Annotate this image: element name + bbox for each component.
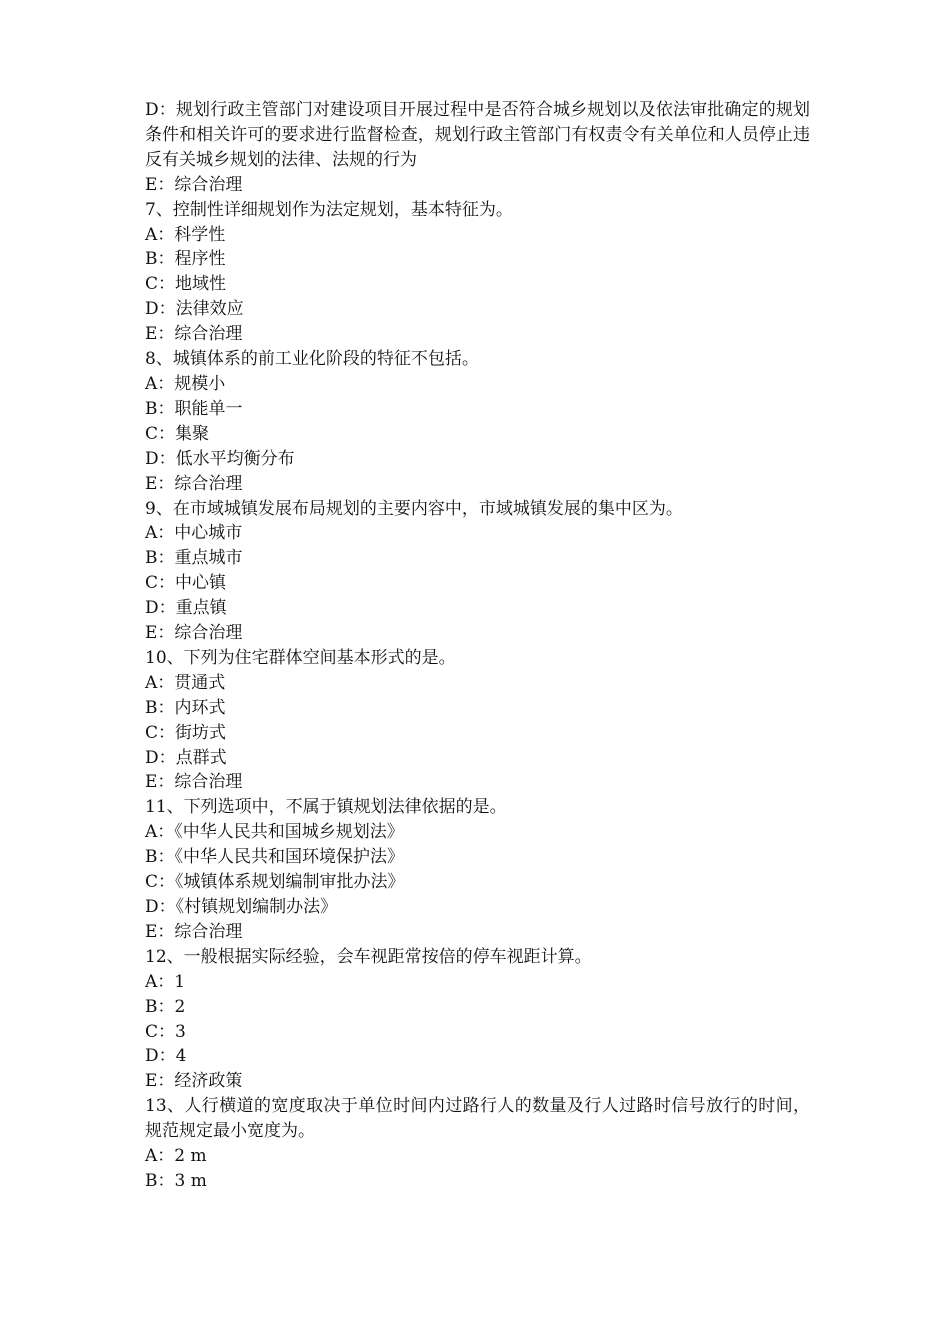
answer-option: A：1	[145, 971, 186, 992]
question-text: 12、一般根据实际经验，会车视距常按倍的停车视距计算。	[145, 946, 592, 967]
question-text: 9、在市域城镇发展布局规划的主要内容中，市域城镇发展的集中区为。	[145, 498, 683, 519]
answer-option: C：中心镇	[145, 573, 227, 594]
answer-option: C：3	[145, 1021, 186, 1042]
answer-option: D：《村镇规划编制办法》	[145, 897, 338, 917]
answer-option: D：点群式	[145, 747, 227, 768]
answer-option: C：《城镇体系规划编制审批办法》	[145, 872, 405, 893]
answer-option: B：重点城市	[145, 548, 243, 569]
answer-option: B：程序性	[145, 249, 226, 270]
answer-option: A：科学性	[145, 224, 226, 245]
answer-option: C：地域性	[145, 274, 227, 295]
answer-option: A：《中华人民共和国城乡规划法》	[145, 822, 404, 843]
answer-option: E：综合治理	[145, 623, 243, 644]
question-text: 13、人行横道的宽度取决于单位时间内过路行人的数量及行人过路时信号放行的时间，规范规定最小宽度为。	[145, 1096, 810, 1142]
answer-option: D：4	[145, 1046, 187, 1067]
answer-option: E：综合治理	[145, 174, 243, 195]
document-page	[145, 98, 810, 1194]
answer-option: B：《中华人民共和国环境保护法》	[145, 847, 404, 868]
answer-option: A：贯通式	[145, 672, 226, 693]
answer-option: A：中心城市	[145, 523, 243, 544]
answer-option: C：街坊式	[145, 722, 227, 743]
answer-option: C：集聚	[145, 423, 210, 444]
answer-option: E：经济政策	[145, 1071, 243, 1092]
question-text: 11、下列选项中，不属于镇规划法律依据的是。	[145, 797, 507, 818]
answer-option: E：综合治理	[145, 324, 243, 345]
answer-option: E：综合治理	[145, 772, 243, 793]
answer-option: A：规模小	[145, 373, 226, 394]
answer-option: E：综合治理	[145, 473, 243, 494]
answer-option: B：3 m	[145, 1170, 207, 1191]
answer-option: B：内环式	[145, 697, 226, 718]
question-text: 10、下列为住宅群体空间基本形式的是。	[145, 647, 456, 668]
answer-option: E：综合治理	[145, 921, 243, 942]
question-text: 7、控制性详细规划作为法定规划，基本特征为。	[145, 199, 513, 220]
answer-option: B：职能单一	[145, 398, 243, 419]
answer-option: A：2 m	[145, 1146, 207, 1167]
answer-option: D：法律效应	[145, 299, 244, 320]
answer-option: D：低水平均衡分布	[145, 448, 295, 469]
answer-option: B：2	[145, 996, 186, 1017]
question-text: 8、城镇体系的前工业化阶段的特征不包括。	[145, 349, 479, 370]
answer-option: D：重点镇	[145, 598, 227, 619]
answer-option: D：规划行政主管部门对建设项目开展过程中是否符合城乡规划以及依法审批确定的规划条件和相关许可的要求进行监督检查，规划行政主管部门有权责令有关单位和人员停止违反有关城乡规划的法律、法规的行为	[145, 100, 810, 170]
